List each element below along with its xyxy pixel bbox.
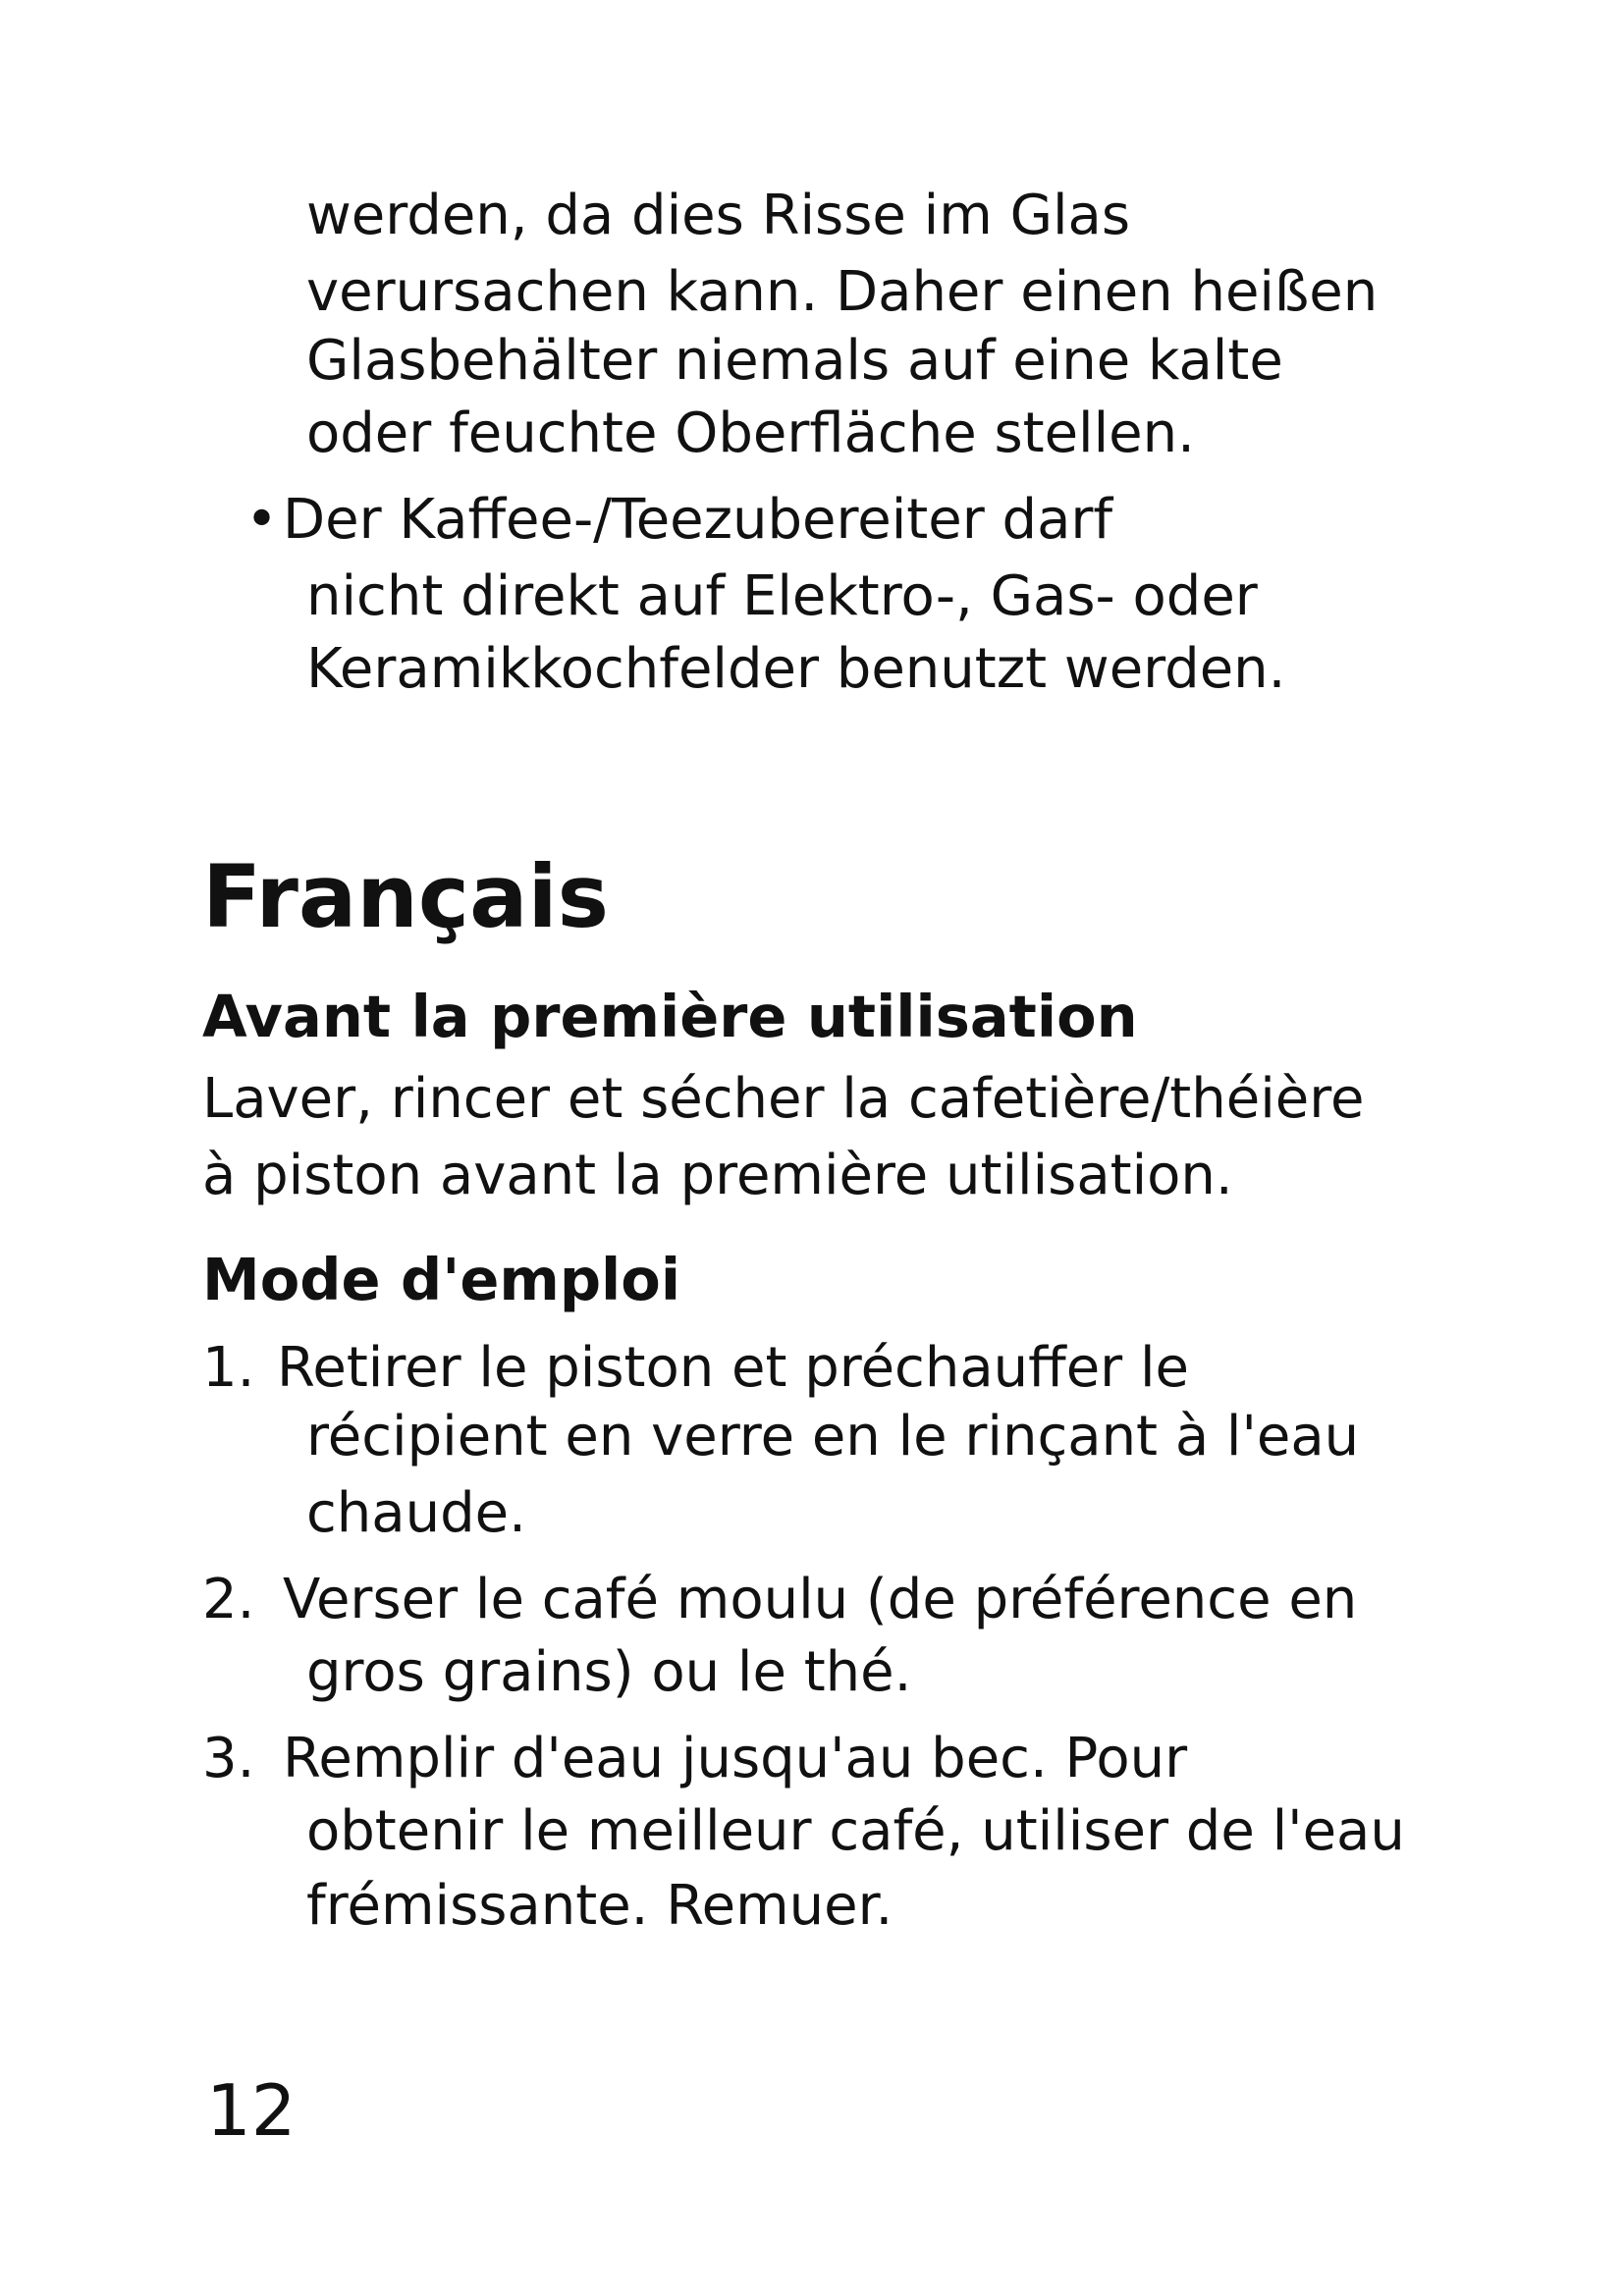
step-3-line-2: obtenir le meilleur café, utiliser de l'eau bbox=[306, 1799, 1405, 1863]
step-1-number: 1. bbox=[202, 1336, 255, 1400]
before-first-use-line-1: Laver, rincer et sécher la cafetière/théière bbox=[202, 1067, 1365, 1131]
bullet-line-3: Keramikkochfelder benutzt werden. bbox=[306, 637, 1286, 701]
german-continuation-line-4: oder feuchte Oberfläche stellen. bbox=[306, 401, 1195, 465]
german-continuation-line-2: verursachen kann. Daher einen heißen bbox=[306, 260, 1379, 324]
bullet-line-2: nicht direkt auf Elektro-, Gas- oder bbox=[306, 564, 1258, 628]
heading-before-first-use: Avant la première utilisation bbox=[202, 983, 1138, 1050]
step-3-line-3: frémissante. Remuer. bbox=[306, 1874, 893, 1938]
step-2-line-1: Verser le café moulu (de préférence en bbox=[283, 1568, 1358, 1631]
page-number: 12 bbox=[206, 2069, 297, 2152]
before-first-use-line-2: à piston avant la première utilisation. bbox=[202, 1144, 1233, 1207]
step-1-line-3: chaude. bbox=[306, 1481, 526, 1545]
step-2-number: 2. bbox=[202, 1568, 255, 1631]
heading-mode-emploi: Mode d'emploi bbox=[202, 1246, 681, 1313]
step-1-line-1: Retirer le piston et préchauffer le bbox=[277, 1336, 1190, 1400]
section-title-francais: Français bbox=[202, 846, 610, 947]
step-3-line-1: Remplir d'eau jusqu'au bec. Pour bbox=[283, 1727, 1188, 1790]
step-1-line-2: récipient en verre en le rinçant à l'eau bbox=[306, 1405, 1360, 1468]
step-2-line-2: gros grains) ou le thé. bbox=[306, 1640, 912, 1704]
german-continuation-line-3: Glasbehälter niemals auf eine kalte bbox=[306, 329, 1283, 393]
bullet-line-1: Der Kaffee-/Teezubereiter darf bbox=[283, 488, 1113, 552]
german-continuation-line-1: werden, da dies Risse im Glas bbox=[306, 184, 1131, 247]
bullet-marker: • bbox=[245, 488, 279, 552]
step-3-number: 3. bbox=[202, 1727, 255, 1790]
